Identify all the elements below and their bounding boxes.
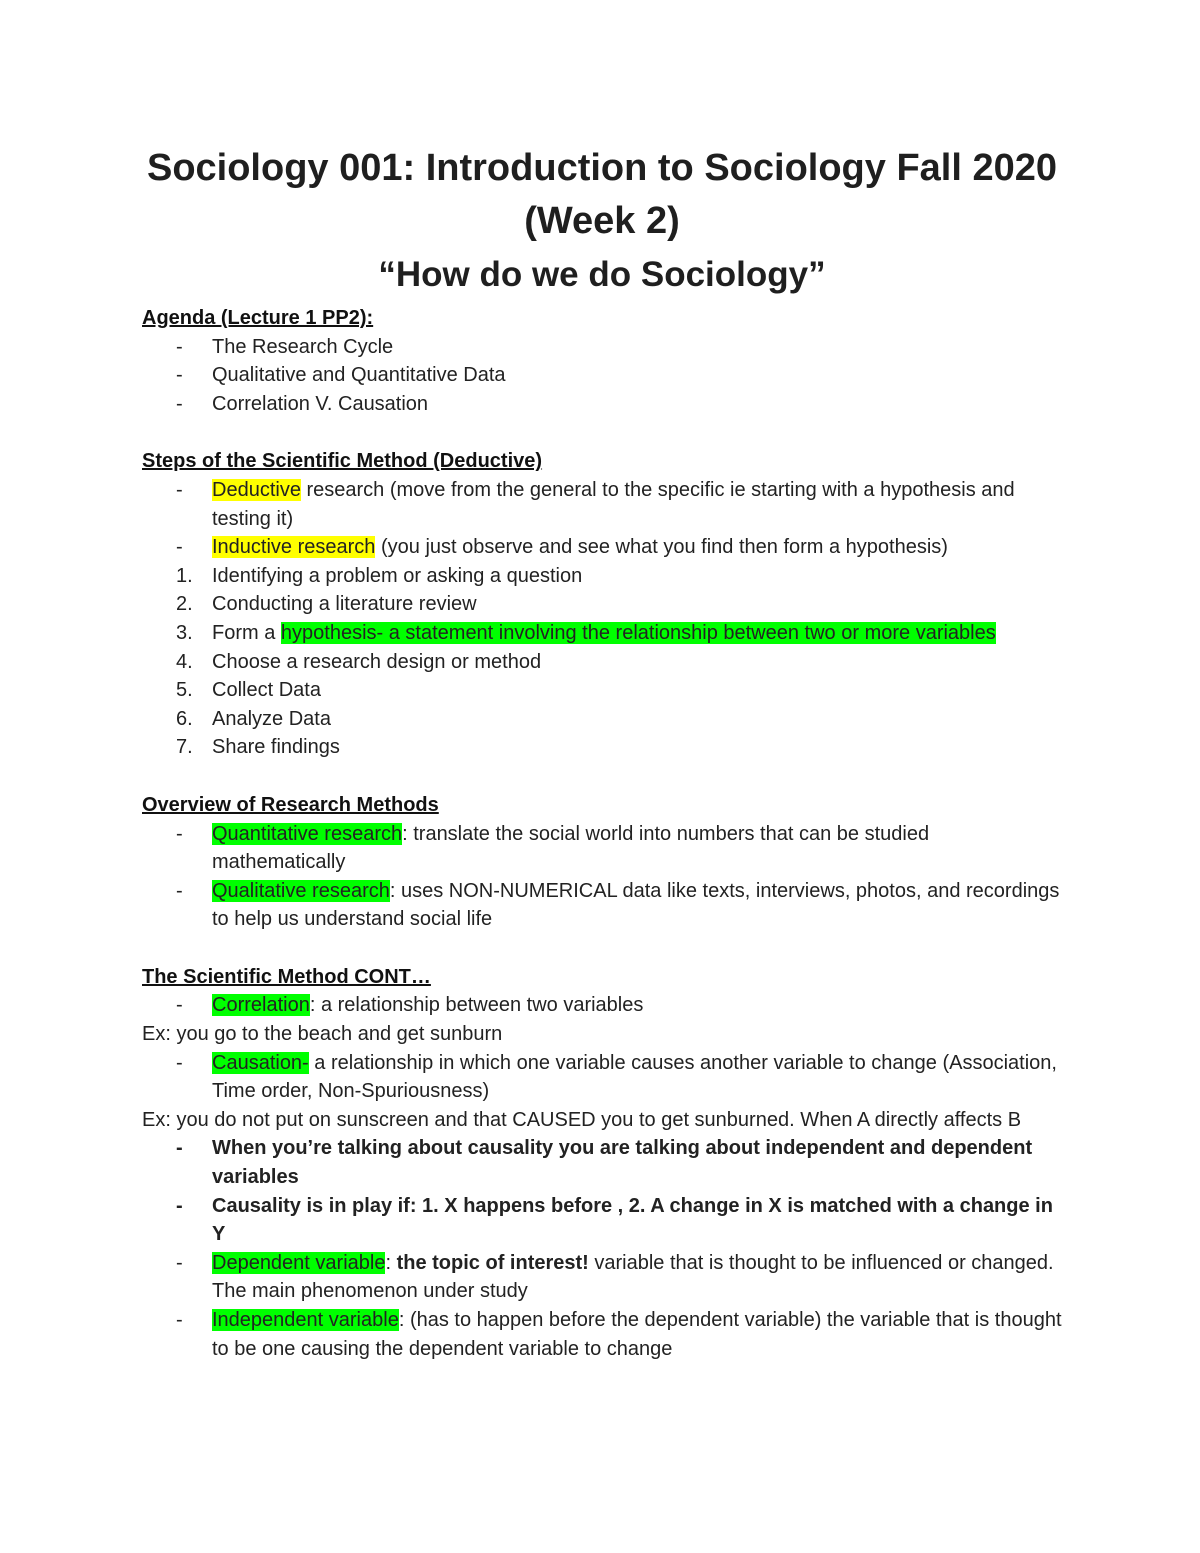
- list-item: [142, 991, 1062, 1020]
- list-item: [142, 877, 1062, 934]
- dash-bullet: -: [176, 364, 183, 387]
- item-number: 3.: [176, 621, 193, 644]
- item-text: Choose a research design or method: [212, 650, 542, 673]
- item-text: : (has to happen before the dependent variable) the variable that is thought to be one causing the dependent variable to change: [212, 1309, 1062, 1360]
- highlight-term: Independent variable: [212, 1309, 399, 1331]
- dash-bullet: -: [176, 478, 183, 501]
- item-number: 6.: [176, 707, 193, 730]
- item-text: Form a: [212, 621, 281, 644]
- item-number: 7.: [176, 736, 193, 759]
- item-text: Analyze Data: [212, 707, 331, 730]
- document-page: [142, 142, 1062, 1363]
- item-text: a relationship in which one variable causes another variable to change (Association, Time order, Non-Spuriousness): [212, 1051, 1057, 1103]
- dash-bullet: -: [176, 1194, 183, 1217]
- item-text: Conducting a literature review: [212, 593, 477, 616]
- title-subtitle: “How do we do Sociology”: [378, 255, 826, 294]
- numbered-item: [142, 648, 1062, 677]
- item-text: Share findings: [212, 736, 340, 759]
- agenda-item: [142, 390, 1062, 419]
- highlight-term: Deductive: [212, 478, 301, 501]
- document-title: [142, 142, 1062, 302]
- numbered-item: [142, 590, 1062, 619]
- overview-heading: Overview of Research Methods: [142, 793, 439, 816]
- item-text: When you’re talking about causality you are talking about independent and dependent variables: [212, 1137, 1033, 1189]
- item-text: research (move from the general to the specific ie starting with a hypothesis and testing it): [212, 478, 1015, 530]
- numbered-item: [142, 619, 1062, 648]
- item-text: Collect Data: [212, 679, 321, 702]
- item-number: 4.: [176, 650, 193, 673]
- dash-bullet: -: [176, 1309, 183, 1331]
- dash-bullet: -: [176, 822, 183, 845]
- numbered-item: [142, 705, 1062, 734]
- dash-bullet: -: [176, 879, 183, 902]
- dash-bullet: -: [176, 335, 183, 358]
- item-text: variable that is thought to be influenced or changed. The main phenomenon under study: [212, 1251, 1054, 1303]
- list-item: [142, 820, 1062, 877]
- bold-text: the topic of interest!: [396, 1251, 589, 1274]
- dash-bullet: -: [176, 1051, 183, 1074]
- cont-heading: The Scientific Method CONT…: [142, 965, 431, 988]
- highlight-term: Dependent variable: [212, 1251, 386, 1274]
- item-text: :: [385, 1251, 397, 1274]
- agenda-item-text: Qualitative and Quantitative Data: [212, 364, 506, 387]
- list-item: [142, 533, 1062, 562]
- list-item: [142, 1306, 1062, 1363]
- dash-bullet: -: [176, 994, 183, 1017]
- dash-bullet: -: [176, 392, 183, 415]
- item-text: : translate the social world into numbers that can be studied mathematically: [212, 822, 930, 874]
- dash-bullet: -: [176, 1137, 183, 1160]
- list-item: [142, 476, 1062, 533]
- highlight-term: Qualitative research: [212, 879, 390, 902]
- item-text: Identifying a problem or asking a question: [212, 564, 583, 587]
- highlight-term: Causation-: [212, 1051, 309, 1074]
- agenda-item: [142, 333, 1062, 362]
- agenda-item: [142, 361, 1062, 390]
- dash-bullet: -: [176, 536, 183, 559]
- item-text: Causality is in play if: 1. X happens before , 2. A change in X is matched with a change in Y: [212, 1194, 1053, 1246]
- numbered-item: [142, 562, 1062, 591]
- title-line-1: Sociology 001: Introduction to Sociology Fall 2020: [146, 147, 1058, 189]
- highlight-term: Correlation: [212, 994, 310, 1017]
- item-number: 2.: [176, 593, 193, 616]
- item-text: : uses NON-NUMERICAL data like texts, interviews, photos, and recordings to help us understand social life: [212, 879, 1060, 931]
- numbered-item: [142, 733, 1062, 762]
- highlight-term: Inductive research: [212, 536, 376, 559]
- steps-heading: Steps of the Scientific Method (Deductive): [142, 450, 543, 473]
- highlight-term: hypothesis- a statement involving the relationship between two or more variables: [280, 621, 996, 644]
- example-text: Ex: you do not put on sunscreen and that CAUSED you to get sunburned. When A directly affects B: [142, 1108, 1022, 1131]
- example-text: Ex: you go to the beach and get sunburn: [142, 1023, 503, 1046]
- numbered-item: [142, 676, 1062, 705]
- item-number: 1.: [176, 564, 193, 587]
- list-item: [142, 1134, 1062, 1191]
- item-number: 5.: [176, 679, 193, 702]
- item-text: (you just observe and see what you find then form a hypothesis): [375, 536, 948, 559]
- dash-bullet: -: [176, 1251, 183, 1274]
- list-item: [142, 1192, 1062, 1249]
- highlight-term: Quantitative research: [212, 822, 403, 845]
- list-item: [142, 1249, 1062, 1306]
- agenda-heading: Agenda (Lecture 1 PP2):: [142, 307, 374, 329]
- item-text: : a relationship between two variables: [309, 994, 644, 1017]
- agenda-item-text: The Research Cycle: [212, 335, 394, 358]
- agenda-item-text: Correlation V. Causation: [212, 392, 429, 415]
- list-item: [142, 1049, 1062, 1106]
- title-line-2: (Week 2): [524, 200, 680, 242]
